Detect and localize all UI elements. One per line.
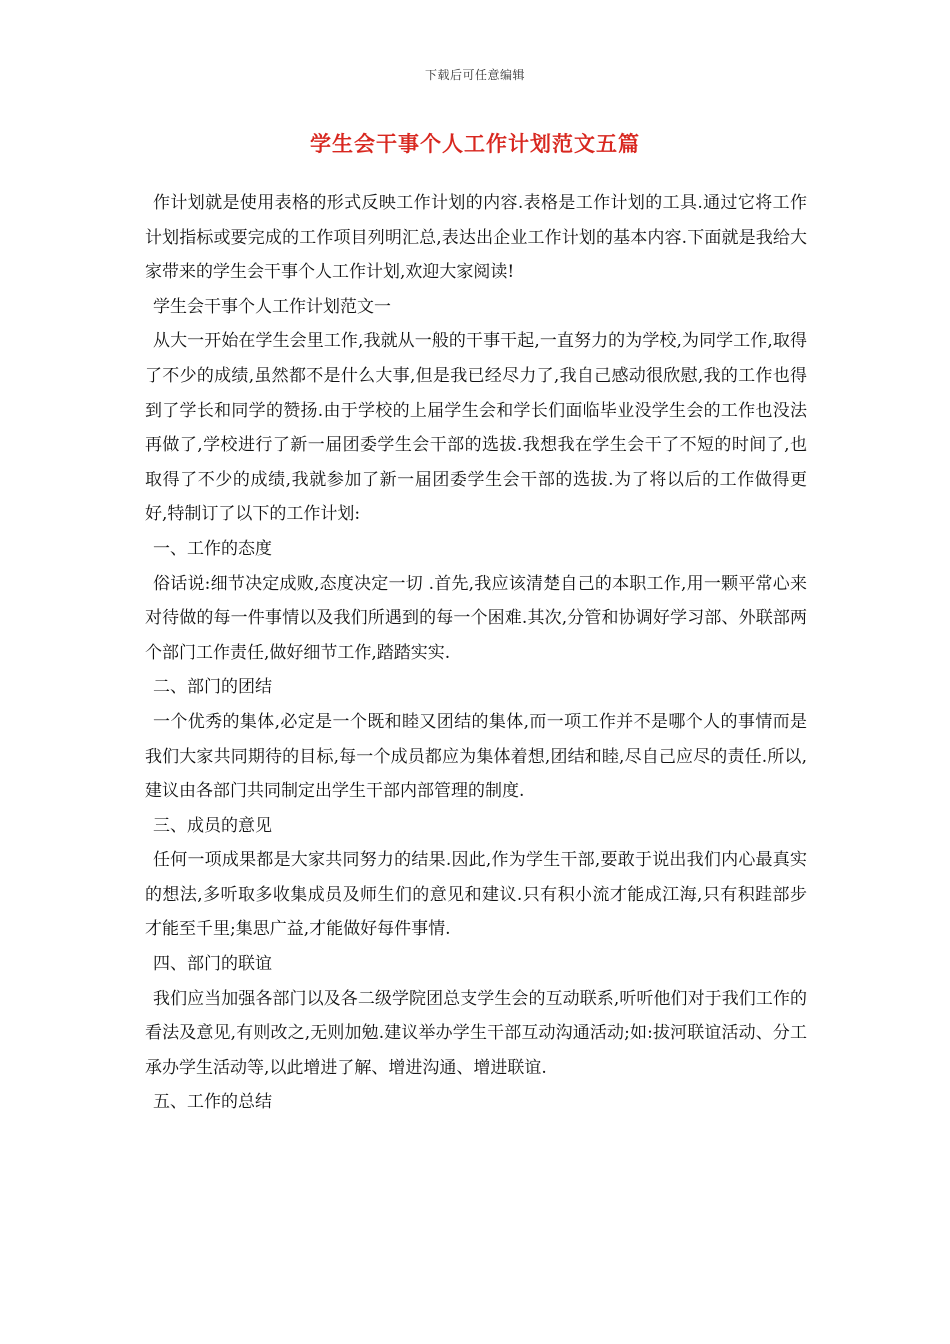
section-heading-essay-one: 学生会干事个人工作计划范文一: [153, 296, 391, 317]
header-note: 下载后可任意编辑: [424, 68, 525, 82]
paragraph-work-attitude: 俗话说:细节决定成败,态度决定一切 .首先,我应该清楚自己的本职工作,用一颗平常心来对待做的每一件事情以及我们所遇到的每一个困难.其次,分管和协调好学习部、外联部两个部门工作责任,做好细节工作,踏踏实实.: [145, 573, 807, 663]
subheading-department-unity: 二、部门的团结: [153, 677, 272, 698]
subheading-department-liaison: 四、部门的联谊: [153, 954, 272, 975]
subheading-work-summary: 五、工作的总结: [153, 1092, 272, 1113]
paragraph-department-unity: 一个优秀的集体,必定是一个既和睦又团结的集体,而一项工作并不是哪个人的事情而是我们大家共同期待的目标,每一个成员都应为集体着想,团结和睦,尽自己应尽的责任.所以,建议由各部门共同制定出学生干部内部管理的制度.: [145, 711, 807, 802]
paragraph-department-liaison: 我们应当加强各部门以及各二级学院团总支学生会的互动联系,听听他们对于我们工作的看法及意见,有则改之,无则加勉.建议举办学生干部互动沟通活动;如:拔河联谊活动、分工承办学生活动等,以此增进了解、增进沟通、增进联谊.: [145, 988, 807, 1078]
paragraph-member-opinions: 任何一项成果都是大家共同努力的结果.因此,作为学生干部,要敢于说出我们内心最真实的想法,多听取多收集成员及师生们的意见和建议.只有积小流才能成江海,只有积跬部步才能至千里;集思广益,才能做好每件事情.: [145, 850, 807, 940]
document-body: [145, 186, 807, 1120]
paragraph-intro: 作计划就是使用表格的形式反映工作计划的内容.表格是工作计划的工具.通过它将工作计划指标或要完成的工作项目列明汇总,表达出企业工作计划的基本内容.下面就是我给大家带来的学生会干事个人工作计划,欢迎大家阅读!: [145, 193, 807, 283]
paragraph-essay-one-intro: 从大一开始在学生会里工作,我就从一般的干事干起,一直努力的为学校,为同学工作,取得了不少的成绩,虽然都不是什么大事,但是我已经尽力了,我自己感动很欣慰,我的工作也得到了学长和同学的赞扬.由于学校的上届学生会和学长们面临毕业没学生会的工作也没法再做了,学校进行了新一届团委学生会干部的选拔.我想我在学生会干了不短的时间了,也取得了不少的成绩,我就参加了新一届团委学生会干部的选拔.为了将以后的工作做得更好,特制订了以下的工作计划:: [145, 331, 807, 525]
subheading-member-opinions: 三、成员的意见: [153, 815, 272, 836]
subheading-work-attitude: 一、工作的态度: [153, 538, 272, 559]
document-title: 学生会干事个人工作计划范文五篇: [310, 131, 640, 156]
